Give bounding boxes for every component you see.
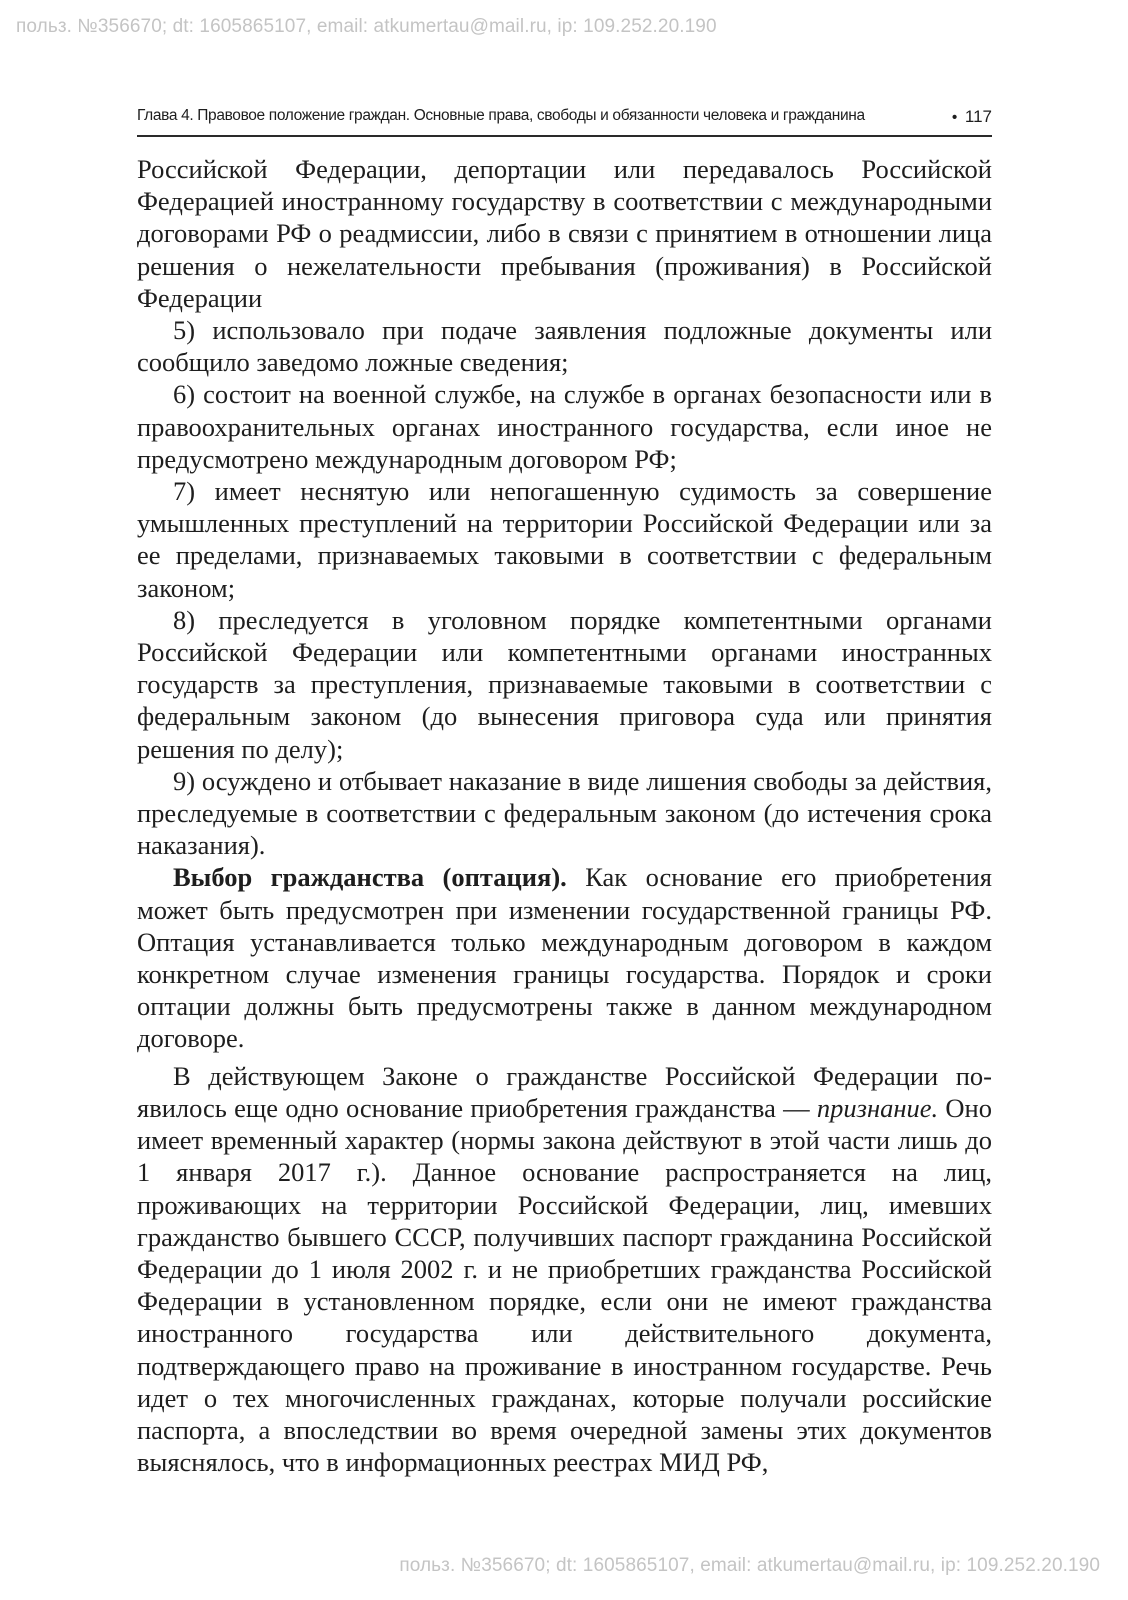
running-header xyxy=(137,107,992,137)
paragraph-recognition xyxy=(137,1060,992,1479)
page-body xyxy=(137,153,992,1478)
watermark-top: польз. №356670; dt: 1605865107, email: atkumertau@mail.ru, ip: 109.252.20.190 xyxy=(16,16,717,37)
recognition-rest: Оно имеет временный характер (нормы закона действуют в этой части лишь до 1 января 2017 г.). Данное основание распространяется на лиц, проживающих на территории Российской Федерации, лиц, имевших гражданство бывшего СССР, получивших паспорт гражданина Российской Федерации до 1 июля 2002 г. и не приобретших гражданства Российской Федерации в установленном порядке, если они не имеют гражданства иностранного государства или действительного документа, подтверждающего право на проживание в иностранном государстве. Речь идет о тех многочисленных гражданах, которые получали российские паспорта, а впоследствии во время очередной замены этих документов выяснялось, что в информационных реестрах МИД РФ, xyxy=(137,1092,992,1478)
list-item-5: 5) использовало при подаче заявления подложные документы или сообщило заведомо ложные сведения; xyxy=(137,315,992,378)
page-number-group xyxy=(946,107,992,127)
list-item-9: 9) осуждено и отбывает наказание в виде лишения свободы за действия, преследуемые в соответствии с федеральным законом (до истечения срока наказания). xyxy=(137,765,992,861)
list-item-8: 8) преследуется в уголовном порядке компетентными органами Российской Федерации или компетентными органами иностранных государств за преступления, признаваемые таковыми в соответствии с федеральным законом (до вынесения приговора суда или принятия решения по делу); xyxy=(137,604,992,764)
header-bullet: • xyxy=(951,109,957,126)
paragraph-optation xyxy=(137,861,992,1054)
list-item-7: 7) имеет неснятую или непогашенную судимость за совершение умышленных преступлений на территории Российской Федерации или за ее пределами, признаваемых таковыми в соответствии с федеральным законом; xyxy=(137,476,992,603)
page-number: 117 xyxy=(964,107,992,126)
recognition-start: В действующем Законе о гражданстве Российской Федерации появилось еще одно основание приобретения гражданства — xyxy=(137,1060,992,1123)
chapter-title: Глава 4. Правовое положение граждан. Основные права, свободы и обязанности человека и гражданина xyxy=(137,107,865,124)
optation-text: Как основание его приобретения может быть предусмотрен при изменении государственной границы РФ. Оптация устанавливается только международным договором в каждом конкретном случае изменения границы государства. Порядок и сроки оптации должны быть предусмотрены также в данном международном договоре. xyxy=(137,862,992,1054)
list-item-6: 6) состоит на военной службе, на службе в органах безопасности или в правоохранительных органах иностранного государства, если иное не предусмотрено международным договором РФ; xyxy=(137,379,992,474)
paragraph-continuation: Российской Федерации, депортации или передавалось Российской Федерацией иностранному государству в соответствии с международными договорами РФ о реадмиссии, либо в связи с принятием в отношении лица решения о нежелательности пребывания (проживания) в Российской Федерации xyxy=(137,154,992,313)
watermark-bottom: польз. №356670; dt: 1605865107, email: atkumertau@mail.ru, ip: 109.252.20.190 xyxy=(399,1555,1100,1576)
recognition-emphasis: признание. xyxy=(816,1092,939,1123)
optation-lead: Выбор гражданства (оптация). xyxy=(173,862,567,893)
